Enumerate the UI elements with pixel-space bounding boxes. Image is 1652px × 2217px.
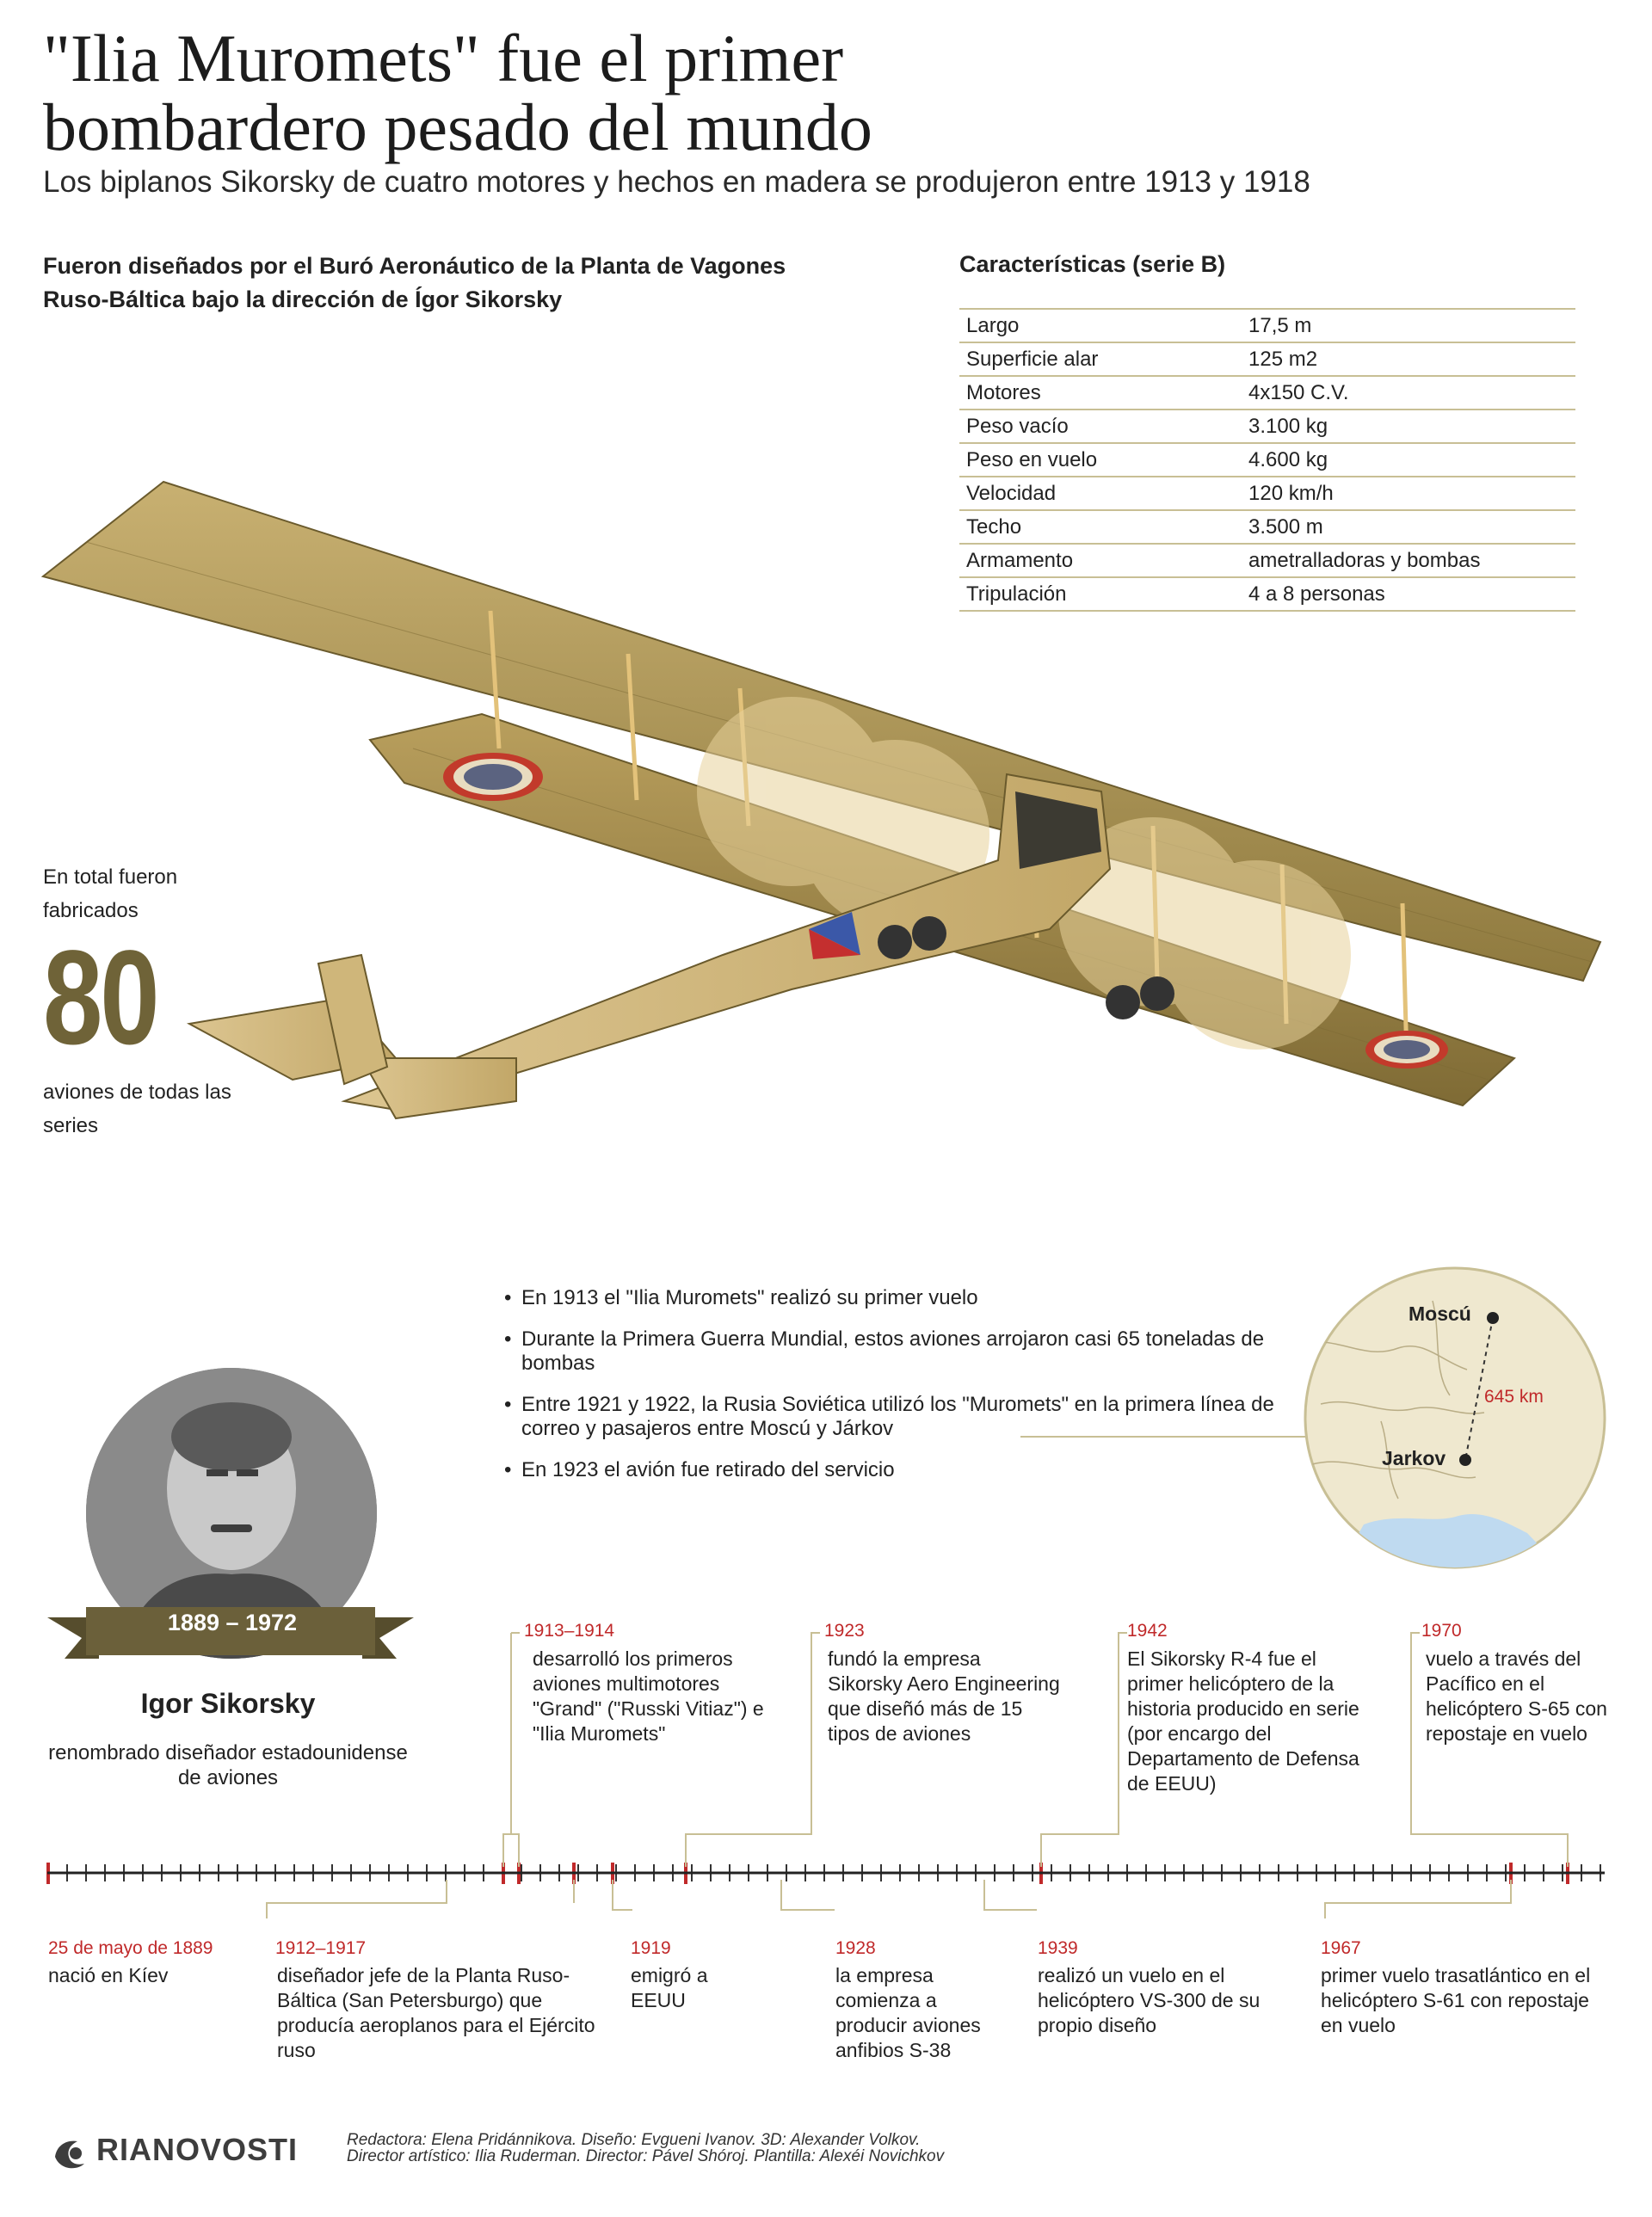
production-number: 80	[43, 923, 157, 1073]
brand-logo-text: RIANOVOSTI	[96, 2132, 299, 2167]
intro-text: Fueron diseñados por el Buró Aeronáutico de la Planta de Vagones Ruso-Báltica bajo la dirección de Ígor Sikorsky	[43, 253, 786, 312]
timeline-text: emigró a EEUU	[631, 1964, 708, 2011]
fact-item: • Entre 1921 y 1922, la Rusia Soviética utilizó los "Muromets" en la primera línea de correo y pasajeros entre Moscú y Járkov	[504, 1393, 1296, 1441]
specs-label: Velocidad	[959, 477, 1242, 510]
specs-label: Motores	[959, 376, 1242, 410]
timeline-text: nació en Kíev	[48, 1964, 169, 1986]
production-label-bottom: aviones de todas las series	[43, 1081, 231, 1137]
timeline-text: vuelo a través del Pacífico en el helicóptero S-65 con repostaje en vuelo	[1426, 1647, 1607, 1745]
timeline-text: la empresa comienza a producir aviones anfibios S-38	[835, 1964, 981, 2061]
specs-value: 125 m2	[1242, 342, 1575, 376]
ria-logo-icon	[52, 2136, 89, 2171]
timeline-date: 1923	[824, 1621, 865, 1641]
map-connector	[1020, 1436, 1306, 1438]
timeline-date: 1913–1914	[524, 1621, 615, 1641]
specs-title: Características (serie B)	[959, 251, 1226, 277]
moscow-marker	[1487, 1312, 1499, 1324]
specs-value: 3.100 kg	[1242, 410, 1575, 443]
map-city-kharkov: Jarkov	[1382, 1447, 1446, 1469]
footer-credits-line: Redactora: Elena Pridánnikova. Diseño: Evgueni Ivanov. 3D: Alexander Volkov.	[347, 2131, 921, 2149]
kharkov-marker	[1459, 1454, 1471, 1466]
timeline-text: desarrolló los primeros aviones multimotores "Grand" ("Russki Vitiaz") e "Ilia Muromets"	[533, 1647, 764, 1745]
specs-label: Techo	[959, 510, 1242, 544]
timeline-date: 1942	[1127, 1621, 1168, 1641]
timeline-date: 1939	[1038, 1938, 1078, 1958]
specs-value: 4x150 C.V.	[1242, 376, 1575, 410]
specs-value: ametralladoras y bombas	[1242, 544, 1575, 577]
specs-value: 120 km/h	[1242, 477, 1575, 510]
specs-row	[959, 309, 1575, 342]
specs-value: 3.500 m	[1242, 510, 1575, 544]
specs-value: 4 a 8 personas	[1242, 577, 1575, 611]
page-subtitle: Los biplanos Sikorsky de cuatro motores y hechos en madera se produjeron entre 1913 y 1918	[43, 165, 1310, 199]
timeline-date: 1967	[1321, 1938, 1361, 1958]
specs-label: Peso vacío	[959, 410, 1242, 443]
timeline-text: fundó la empresa Sikorsky Aero Engineering que diseñó más de 15 tipos de aviones	[828, 1647, 1060, 1745]
map-distance: 645 km	[1484, 1387, 1544, 1407]
specs-label: Superficie alar	[959, 342, 1242, 376]
timeline	[0, 1600, 1652, 1961]
timeline-date: 1970	[1421, 1621, 1462, 1641]
specs-value: 4.600 kg	[1242, 443, 1575, 477]
specs-label: Largo	[959, 309, 1242, 342]
specs-label: Armamento	[959, 544, 1242, 577]
timeline-text: realizó un vuelo en el helicóptero VS-300 de su propio diseño	[1038, 1964, 1261, 2036]
fact-item: • Durante la Primera Guerra Mundial, estos aviones arrojaron casi 65 toneladas de bombas	[504, 1327, 1296, 1376]
specs-value: 17,5 m	[1242, 309, 1575, 342]
person-dates: 1889 – 1972	[167, 1610, 298, 1635]
specs-row	[959, 376, 1575, 410]
specs-row	[959, 342, 1575, 376]
footer-credits-line: Director artístico: Ilia Ruderman. Director: Pável Shóroj. Plantilla: Alexéi Novichkov	[347, 2147, 945, 2165]
person-name: Igor Sikorsky	[140, 1688, 316, 1719]
timeline-text: El Sikorsky R-4 fue el primer helicóptero de la historia producido en serie (por encargo del Departamento de Defensa de EEUU)	[1127, 1647, 1359, 1795]
fact-item: • En 1913 el "Ilia Muromets" realizó su primer vuelo	[504, 1286, 1296, 1310]
timeline-date: 1919	[631, 1938, 671, 1958]
timeline-date: 1912–1917	[275, 1938, 367, 1958]
fact-item: • En 1923 el avión fue retirado del servicio	[504, 1458, 1296, 1482]
map-city-moscow: Moscú	[1409, 1302, 1471, 1325]
footer-credits	[347, 2132, 944, 2165]
aircraft-illustration	[34, 465, 1618, 1222]
person-description: renombrado diseñador estadounidense de aviones	[48, 1741, 408, 1789]
specs-label: Tripulación	[959, 577, 1242, 611]
specs-label: Peso en vuelo	[959, 443, 1242, 477]
timeline-date: 1928	[835, 1938, 876, 1958]
timeline-text: primer vuelo trasatlántico en el helicóptero S-61 con repostaje en vuelo	[1321, 1964, 1591, 2036]
facts-list	[504, 1286, 1296, 1500]
timeline-text: diseñador jefe de la Planta Ruso-Báltica (San Petersburgo) que producía aeroplanos para el Ejército ruso	[277, 1964, 595, 2061]
production-label-top: En total fueron fabricados	[43, 865, 178, 922]
timeline-date: 25 de mayo de 1889	[48, 1938, 213, 1958]
specs-row	[959, 410, 1575, 443]
page-title: "Ilia Muromets" fue el primer bombardero pesado del mundo	[43, 21, 872, 164]
